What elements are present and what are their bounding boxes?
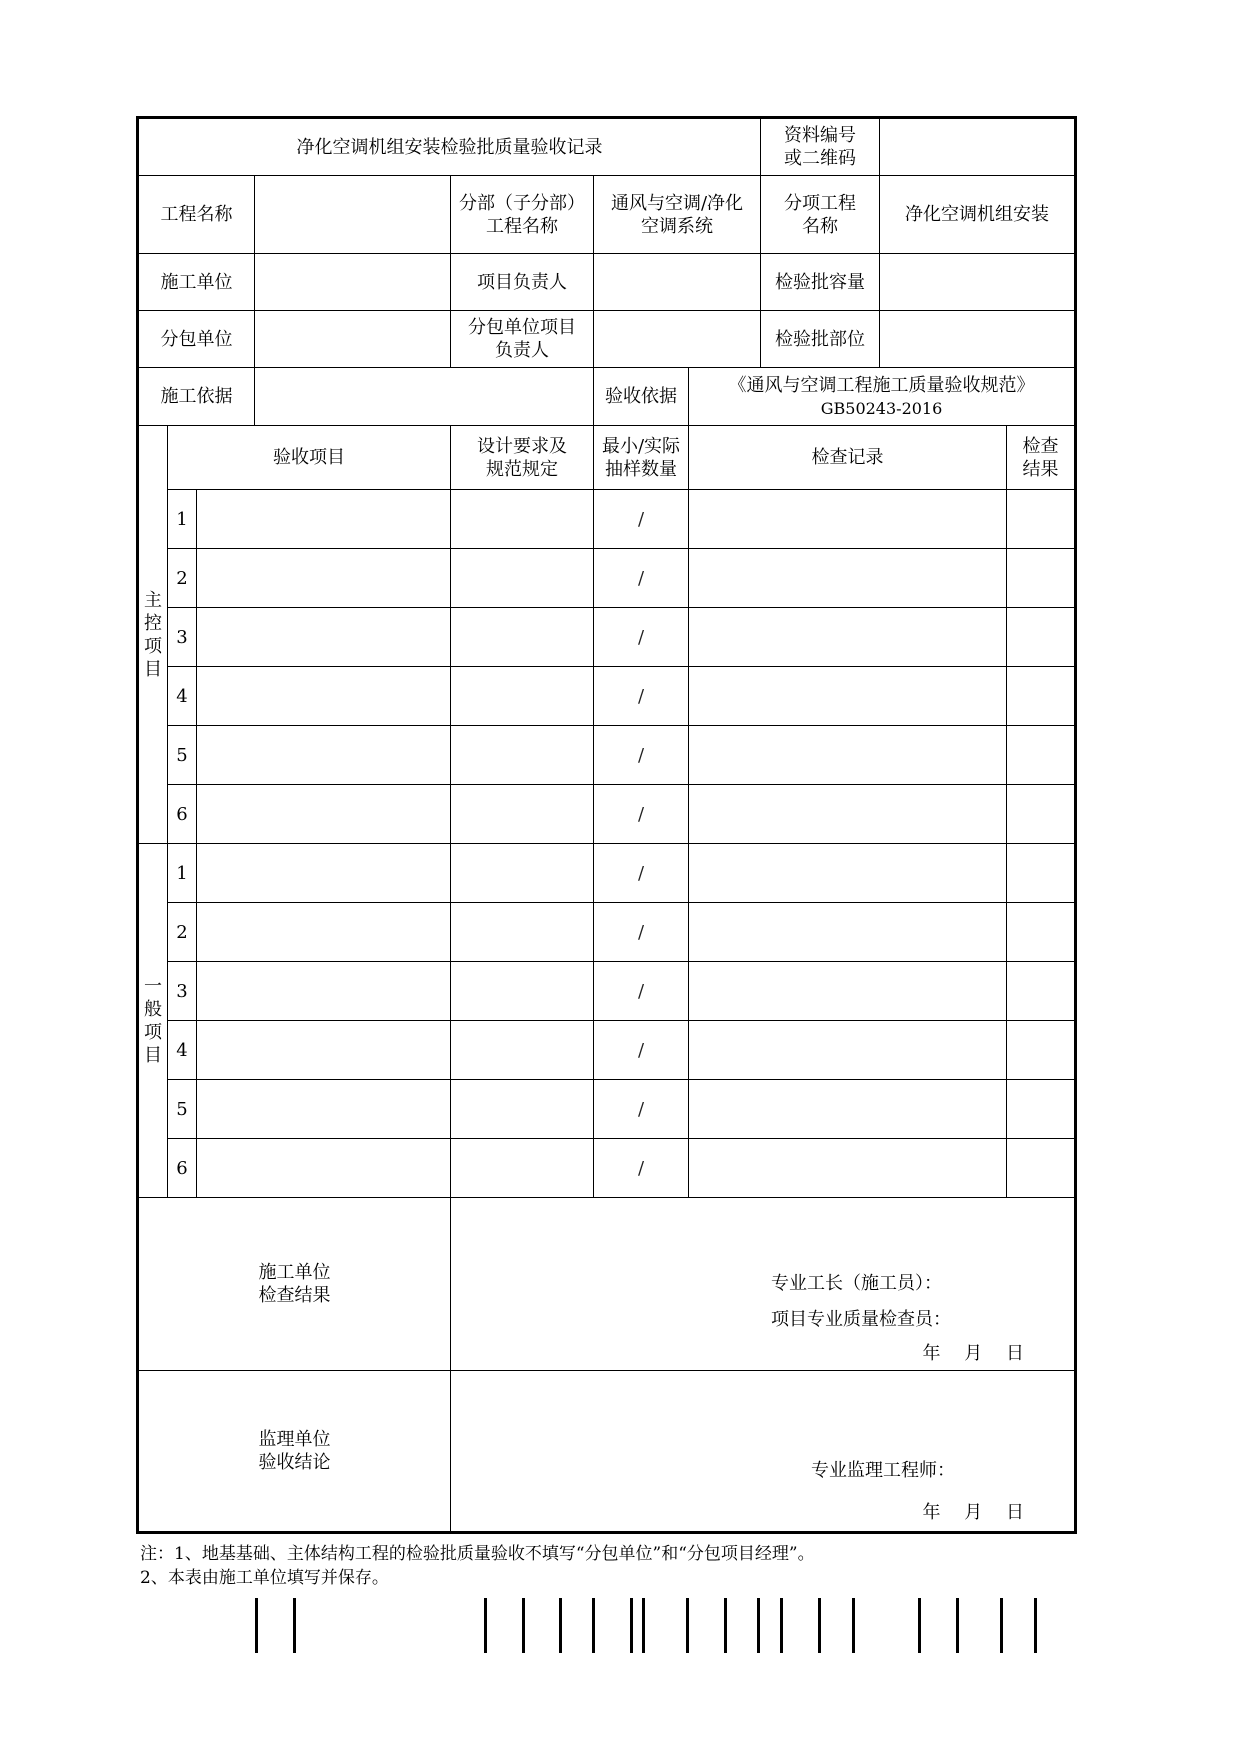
subdivision-label: 分部（子分部） 工程名称 bbox=[451, 176, 594, 254]
sample-cell[interactable]: / bbox=[594, 608, 689, 667]
item-cell[interactable] bbox=[197, 1021, 451, 1080]
table-row bbox=[138, 962, 1076, 1021]
row-number: 3 bbox=[168, 608, 197, 667]
record-cell[interactable] bbox=[689, 903, 1007, 962]
contractor-label: 施工单位 bbox=[138, 254, 255, 311]
construction-basis-field[interactable] bbox=[255, 368, 594, 426]
supervisor-check-field[interactable] bbox=[451, 1371, 1076, 1533]
row-number: 3 bbox=[168, 962, 197, 1021]
item-cell[interactable] bbox=[197, 726, 451, 785]
result-cell[interactable] bbox=[1007, 726, 1076, 785]
table-row bbox=[138, 844, 1076, 903]
doc-no-field[interactable] bbox=[880, 118, 1076, 176]
col-header-item: 验收项目 bbox=[168, 426, 451, 490]
sample-cell[interactable]: / bbox=[594, 1021, 689, 1080]
result-cell[interactable] bbox=[1007, 844, 1076, 903]
batch-capacity-field[interactable] bbox=[880, 254, 1076, 311]
project-name-label: 工程名称 bbox=[138, 176, 255, 254]
supervisor-check-label: 监理单位 验收结论 bbox=[138, 1371, 451, 1533]
table-row bbox=[138, 726, 1076, 785]
project-manager-field[interactable] bbox=[594, 254, 761, 311]
item-cell[interactable] bbox=[197, 962, 451, 1021]
barcode-bar bbox=[559, 1598, 562, 1653]
record-cell[interactable] bbox=[689, 608, 1007, 667]
record-cell[interactable] bbox=[689, 490, 1007, 549]
row-number: 2 bbox=[168, 903, 197, 962]
col-header-record: 检查记录 bbox=[689, 426, 1007, 490]
table-row bbox=[138, 903, 1076, 962]
table-row bbox=[138, 1139, 1076, 1198]
result-cell[interactable] bbox=[1007, 490, 1076, 549]
table-row bbox=[138, 785, 1076, 844]
barcode-bar bbox=[686, 1598, 689, 1653]
batch-location-label: 检验批部位 bbox=[761, 311, 880, 368]
subdivision-value[interactable]: 通风与空调/净化 空调系统 bbox=[594, 176, 761, 254]
form-title: 净化空调机组安装检验批质量验收记录 bbox=[138, 118, 761, 176]
subcontractor-label: 分包单位 bbox=[138, 311, 255, 368]
sample-cell[interactable]: / bbox=[594, 785, 689, 844]
row-number: 6 bbox=[168, 1139, 197, 1198]
col-header-design: 设计要求及 规范规定 bbox=[451, 426, 594, 490]
contractor-check-label: 施工单位 检查结果 bbox=[138, 1198, 451, 1371]
result-cell[interactable] bbox=[1007, 667, 1076, 726]
barcode-bar bbox=[522, 1598, 525, 1653]
row-number: 4 bbox=[168, 1021, 197, 1080]
row-number: 4 bbox=[168, 667, 197, 726]
engineer-label: 专业监理工程师： bbox=[811, 1460, 955, 1481]
inspection-record-form bbox=[136, 116, 1077, 1534]
project-name-field[interactable] bbox=[255, 176, 451, 254]
barcode-bar bbox=[956, 1598, 959, 1653]
design-cell[interactable] bbox=[451, 1021, 594, 1080]
barcode-bar bbox=[1034, 1598, 1037, 1653]
note-line-1: 注：1、地基基础、主体结构工程的检验批质量验收不填写“分包单位”和“分包项目经理”。 bbox=[140, 1544, 815, 1564]
project-manager-label: 项目负责人 bbox=[451, 254, 594, 311]
record-cell[interactable] bbox=[689, 726, 1007, 785]
result-cell[interactable] bbox=[1007, 903, 1076, 962]
record-cell[interactable] bbox=[689, 844, 1007, 903]
batch-location-field[interactable] bbox=[880, 311, 1076, 368]
item-project-value[interactable]: 净化空调机组安装 bbox=[880, 176, 1076, 254]
item-cell[interactable] bbox=[197, 844, 451, 903]
design-cell[interactable] bbox=[451, 490, 594, 549]
sample-cell[interactable]: / bbox=[594, 490, 689, 549]
barcode-bar bbox=[818, 1598, 821, 1653]
table-row bbox=[138, 667, 1076, 726]
record-cell[interactable] bbox=[689, 667, 1007, 726]
record-cell[interactable] bbox=[689, 549, 1007, 608]
contractor-date: 年 月 日 bbox=[922, 1343, 1024, 1364]
item-project-label: 分项工程 名称 bbox=[761, 176, 880, 254]
sample-cell[interactable]: / bbox=[594, 667, 689, 726]
main-control-group-label: 主 控 项 目 bbox=[138, 426, 168, 844]
row-number: 1 bbox=[168, 490, 197, 549]
design-cell[interactable] bbox=[451, 903, 594, 962]
item-cell[interactable] bbox=[197, 903, 451, 962]
record-cell[interactable] bbox=[689, 1080, 1007, 1139]
result-cell[interactable] bbox=[1007, 549, 1076, 608]
record-cell[interactable] bbox=[689, 962, 1007, 1021]
barcode-bar bbox=[484, 1598, 487, 1653]
record-cell[interactable] bbox=[689, 1021, 1007, 1080]
contractor-field[interactable] bbox=[255, 254, 451, 311]
result-cell[interactable] bbox=[1007, 785, 1076, 844]
barcode-bar bbox=[780, 1598, 783, 1653]
sample-cell[interactable]: / bbox=[594, 1139, 689, 1198]
note-line-2: 2、本表由施工单位填写并保存。 bbox=[140, 1568, 389, 1588]
item-cell[interactable] bbox=[197, 667, 451, 726]
construction-basis-label: 施工依据 bbox=[138, 368, 255, 426]
sample-cell[interactable]: / bbox=[594, 549, 689, 608]
result-cell[interactable] bbox=[1007, 1080, 1076, 1139]
barcode-bar bbox=[757, 1598, 760, 1653]
barcode-bar bbox=[293, 1598, 296, 1653]
item-cell[interactable] bbox=[197, 785, 451, 844]
item-cell[interactable] bbox=[197, 1139, 451, 1198]
batch-capacity-label: 检验批容量 bbox=[761, 254, 880, 311]
barcode-bar bbox=[918, 1598, 921, 1653]
table-row bbox=[138, 549, 1076, 608]
inspector-label: 项目专业质量检查员： bbox=[771, 1309, 951, 1330]
item-cell[interactable] bbox=[197, 490, 451, 549]
col-header-sample: 最小/实际 抽样数量 bbox=[594, 426, 689, 490]
barcode-bar bbox=[255, 1598, 258, 1653]
row-number: 5 bbox=[168, 1080, 197, 1139]
sample-cell[interactable]: / bbox=[594, 844, 689, 903]
doc-no-label: 资料编号 或二维码 bbox=[761, 118, 880, 176]
design-cell[interactable] bbox=[451, 785, 594, 844]
sub-manager-label: 分包单位项目 负责人 bbox=[451, 311, 594, 368]
item-cell[interactable] bbox=[197, 1080, 451, 1139]
contractor-check-field[interactable] bbox=[451, 1198, 1076, 1371]
sub-manager-field[interactable] bbox=[594, 311, 761, 368]
general-group-label: 一 般 项 目 bbox=[138, 844, 168, 1198]
foreman-label: 专业工长（施工员）： bbox=[771, 1273, 942, 1294]
result-cell[interactable] bbox=[1007, 1021, 1076, 1080]
record-cell[interactable] bbox=[689, 1139, 1007, 1198]
sample-cell[interactable]: / bbox=[594, 962, 689, 1021]
row-number: 5 bbox=[168, 726, 197, 785]
row-number: 2 bbox=[168, 549, 197, 608]
design-cell[interactable] bbox=[451, 549, 594, 608]
result-cell[interactable] bbox=[1007, 608, 1076, 667]
result-cell[interactable] bbox=[1007, 1139, 1076, 1198]
table-row bbox=[138, 1080, 1076, 1139]
design-cell[interactable] bbox=[451, 962, 594, 1021]
item-cell[interactable] bbox=[197, 549, 451, 608]
design-cell[interactable] bbox=[451, 1139, 594, 1198]
subcontractor-field[interactable] bbox=[255, 311, 451, 368]
barcode-bar bbox=[1000, 1598, 1003, 1653]
row-number: 1 bbox=[168, 844, 197, 903]
col-header-result: 检查 结果 bbox=[1007, 426, 1076, 490]
design-cell[interactable] bbox=[451, 1080, 594, 1139]
sample-cell[interactable]: / bbox=[594, 903, 689, 962]
barcode-bar bbox=[852, 1598, 855, 1653]
barcode-bar bbox=[592, 1598, 595, 1653]
record-cell[interactable] bbox=[689, 785, 1007, 844]
item-cell[interactable] bbox=[197, 608, 451, 667]
barcode-bar bbox=[630, 1598, 633, 1653]
supervisor-date: 年 月 日 bbox=[922, 1502, 1024, 1523]
acceptance-basis-value: 《通风与空调工程施工质量验收规范》 GB50243-2016 bbox=[689, 368, 1076, 426]
result-cell[interactable] bbox=[1007, 962, 1076, 1021]
sample-cell[interactable]: / bbox=[594, 726, 689, 785]
design-cell[interactable] bbox=[451, 667, 594, 726]
sample-cell[interactable]: / bbox=[594, 1080, 689, 1139]
table-row bbox=[138, 1021, 1076, 1080]
barcode-bar bbox=[724, 1598, 727, 1653]
design-cell[interactable] bbox=[451, 608, 594, 667]
design-cell[interactable] bbox=[451, 844, 594, 903]
row-number: 6 bbox=[168, 785, 197, 844]
barcode-bar bbox=[642, 1598, 645, 1653]
table-row bbox=[138, 608, 1076, 667]
design-cell[interactable] bbox=[451, 726, 594, 785]
table-row bbox=[138, 490, 1076, 549]
acceptance-basis-label: 验收依据 bbox=[594, 368, 689, 426]
